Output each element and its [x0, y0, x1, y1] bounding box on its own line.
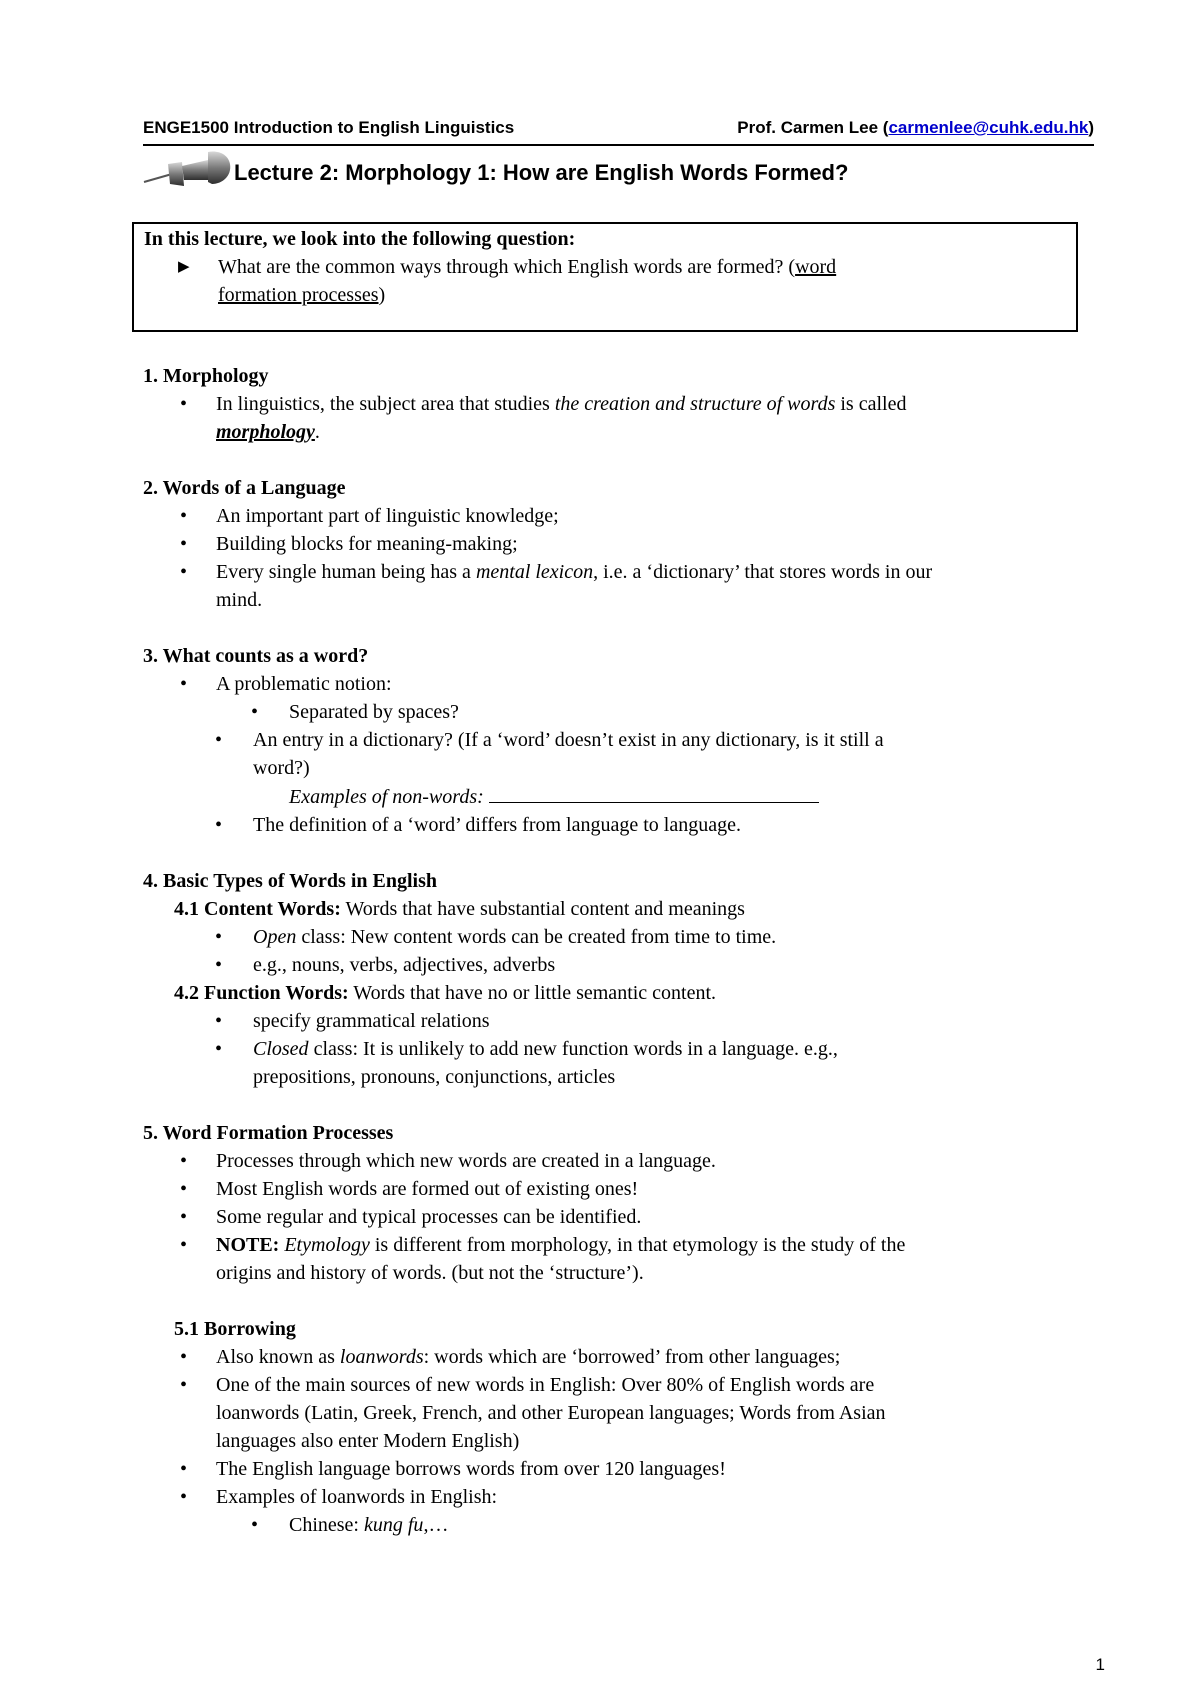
professor-contact: Prof. Carmen Lee (carmenlee@cuhk.edu.hk): [737, 118, 1094, 137]
function-words-heading: 4.2 Function Words: Words that have no or little semantic content.: [174, 982, 717, 1004]
list-item: • An entry in a dictionary? (If a ‘word’ doesn’t exist in any dictionary, is it still a word?): [143, 726, 1103, 782]
question-item: What are the common ways through which English words are formed? (word formation processes): [218, 256, 837, 306]
page-number: 1: [1095, 1655, 1105, 1674]
list-item: • NOTE: Etymology is different from morphology, in that etymology is the study of the origins and history of words. (but not the ‘structure’).: [143, 1231, 1103, 1287]
list-item: • e.g., nouns, verbs, adjectives, adverbs: [143, 951, 1103, 979]
sub-list-item: • Chinese: kung fu,…: [143, 1511, 1103, 1539]
question-box: [132, 222, 1078, 332]
list-item: • Closed class: It is unlikely to add new function words in a language. e.g., prepositions, pronouns, conjunctions, articles: [143, 1035, 1103, 1091]
list-item: • One of the main sources of new words in English: Over 80% of English words are loanwords (Latin, Greek, French, and other European languages; Words from Asian languages also enter Modern English): [143, 1371, 1103, 1455]
list-item: • Some regular and typical processes can be identified.: [143, 1203, 1103, 1231]
lecture-body: [143, 362, 1103, 1539]
course-title: ENGE1500 Introduction to English Linguistics: [143, 118, 515, 137]
list-item: • Examples of loanwords in English:: [143, 1483, 1103, 1511]
examples-of-non-words: Examples of non-words:: [143, 782, 1103, 811]
section-title-morphology: 1. Morphology: [143, 365, 269, 387]
list-item: • An important part of linguistic knowledge;: [143, 502, 1103, 530]
lecture-title: Lecture 2: Morphology 1: How are English Words Formed?: [234, 160, 849, 185]
list-item: • Every single human being has a mental lexicon, i.e. a ‘dictionary’ that stores words in our mind.: [143, 558, 1103, 614]
section-title-word-definition: 3. What counts as a word?: [143, 645, 369, 667]
list-item: • The English language borrows words from over 120 languages!: [143, 1455, 1103, 1483]
page-header: [143, 116, 1094, 146]
list-item: • Most English words are formed out of existing ones!: [143, 1175, 1103, 1203]
question-heading: In this lecture, we look into the following question:: [144, 228, 576, 250]
list-item: • A problematic notion:: [143, 670, 1103, 698]
content-words-heading: 4.1 Content Words: Words that have substantial content and meanings: [174, 898, 745, 920]
list-item: • Open class: New content words can be created from time to time.: [143, 923, 1103, 951]
answer-blank: [489, 782, 819, 803]
list-item: • In linguistics, the subject area that studies the creation and structure of words is called morphology.: [143, 390, 1103, 446]
section-title-word-types: 4. Basic Types of Words in English: [143, 870, 437, 892]
pushpin-icon: [142, 148, 234, 190]
list-item: • Processes through which new words are created in a language.: [143, 1147, 1103, 1175]
list-item: • Building blocks for meaning-making;: [143, 530, 1103, 558]
section-title-word-formation: 5. Word Formation Processes: [143, 1122, 394, 1144]
triangle-bullet-icon: ▶: [178, 259, 190, 275]
list-item: • specify grammatical relations: [143, 1007, 1103, 1035]
subsection-title-borrowing: 5.1 Borrowing: [174, 1318, 296, 1340]
list-item: • The definition of a ‘word’ differs from language to language.: [143, 811, 1103, 839]
sub-list-item: • Separated by spaces?: [143, 698, 1103, 726]
list-item: • Also known as loanwords: words which are ‘borrowed’ from other languages;: [143, 1343, 1103, 1371]
email-link[interactable]: carmenlee@cuhk.edu.hk: [888, 118, 1089, 137]
section-title-words: 2. Words of a Language: [143, 477, 346, 499]
